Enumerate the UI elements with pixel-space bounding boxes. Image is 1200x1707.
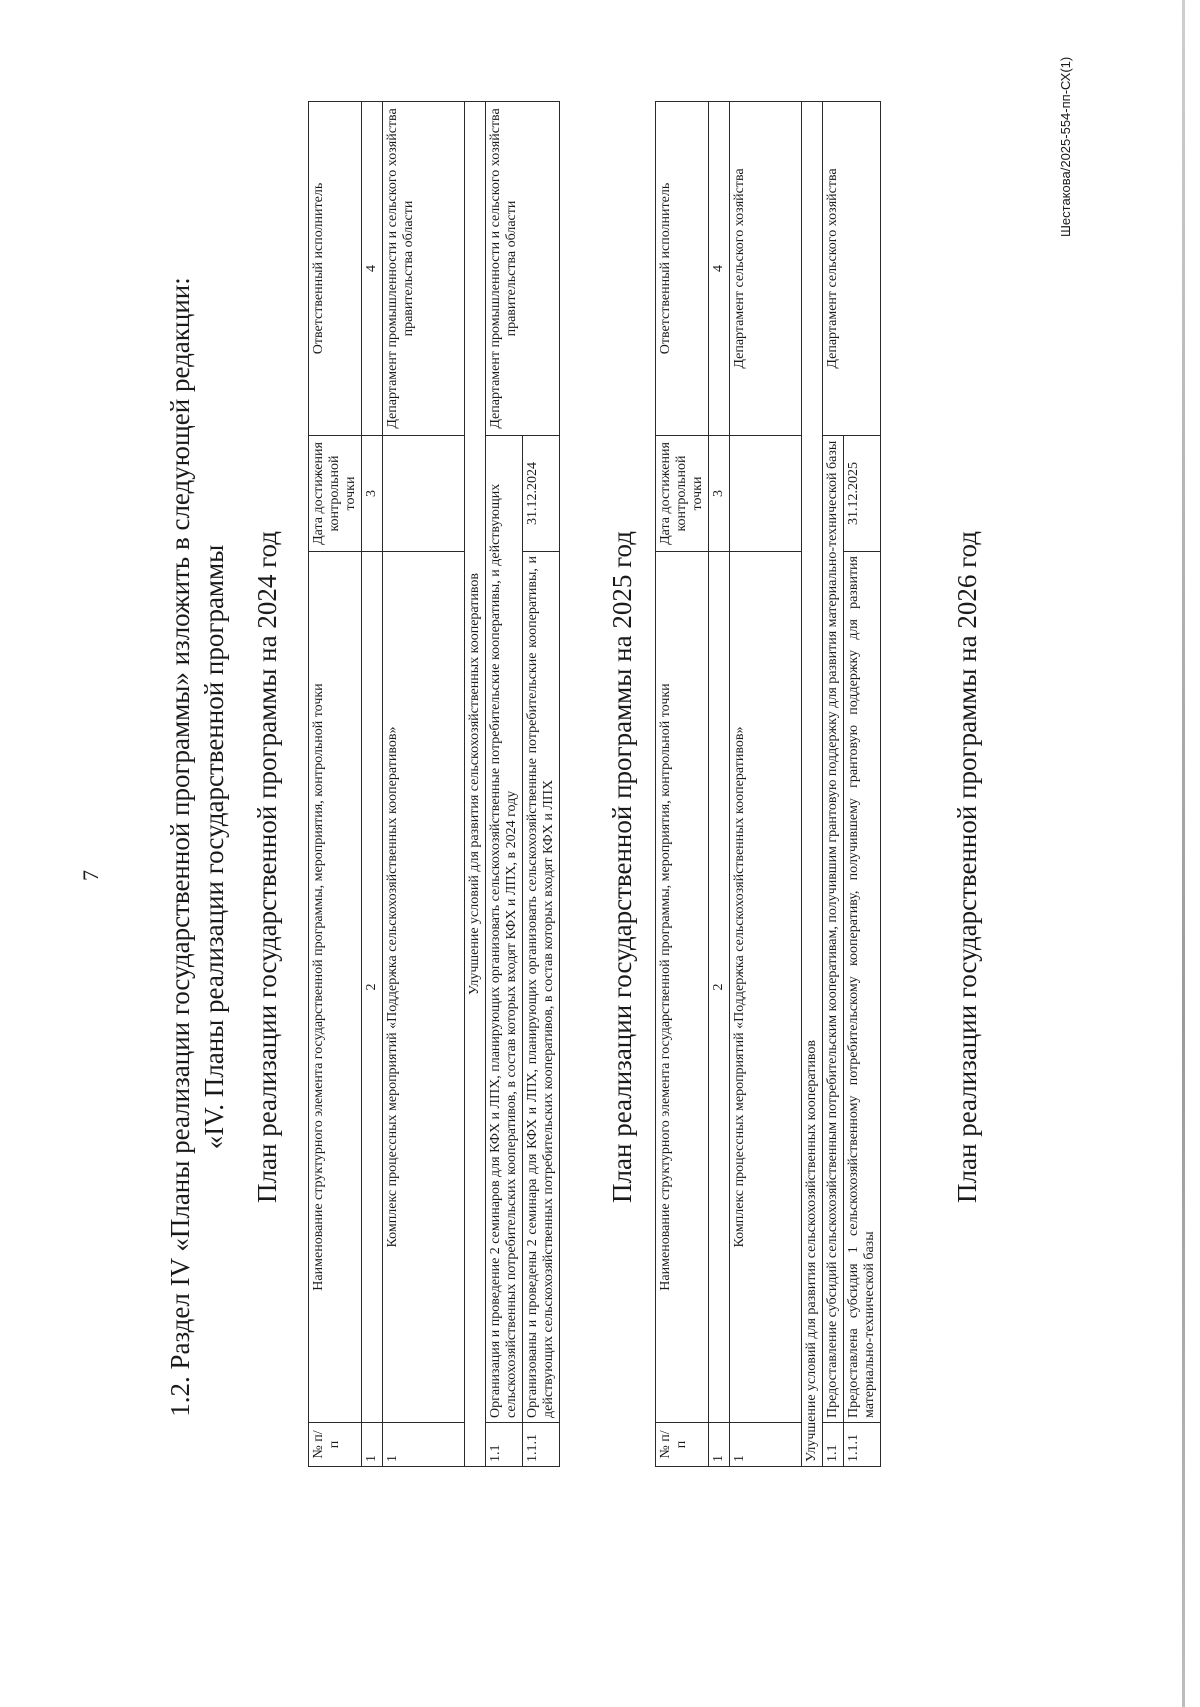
section-row	[465, 102, 486, 1467]
section-subheading: «IV. Планы реализации государственной программы	[199, 544, 229, 1150]
col-number: 1	[362, 1423, 383, 1467]
header-name: Наименование структурного элемента государственной программы, мероприятия, контрольной точки	[309, 552, 362, 1423]
plan-table-2024	[308, 101, 560, 1467]
header-date: Дата достижения контрольной точки	[309, 436, 362, 552]
page-number: 7	[78, 870, 103, 881]
scan-edge-divider	[1182, 0, 1185, 1707]
table-row	[383, 102, 465, 1467]
row-responsible: Департамент сельского хозяйства	[730, 102, 802, 436]
column-number-row	[709, 102, 730, 1467]
row-num: 1.1	[823, 1423, 844, 1467]
row-date	[383, 436, 465, 552]
document-code: Шестакова/2025-554-пп-СХ(1)	[1058, 56, 1073, 237]
row-num: 1.1.1	[844, 1423, 881, 1467]
table-header-row	[309, 102, 362, 1467]
row-num: 1.1.1	[523, 1423, 560, 1467]
row-num: 1	[383, 1423, 465, 1467]
row-date	[730, 436, 802, 552]
col-number: 2	[709, 552, 730, 1423]
row-responsible: Департамент промышленности и сельского хозяйства правительства области	[486, 102, 560, 436]
row-responsible: Департамент промышленности и сельского хозяйства правительства области	[383, 102, 465, 436]
section-title: Улучшение условий для развития сельскохозяйственных кооперативов	[465, 102, 486, 1467]
table-header-row	[656, 102, 709, 1467]
row-date: 31.12.2025	[844, 436, 881, 552]
column-number-row	[362, 102, 383, 1467]
row-name: Комплекс процессных мероприятий «Поддержка сельскохозяйственных кооперативов»	[730, 552, 802, 1423]
table-row	[730, 102, 802, 1467]
header-name: Наименование структурного элемента государственной программы, мероприятия, контрольной точки	[656, 552, 709, 1423]
col-number: 3	[709, 436, 730, 552]
col-number: 4	[709, 102, 730, 436]
section-row	[802, 102, 823, 1467]
header-responsible: Ответственный исполнитель	[656, 102, 709, 436]
header-date: Дата достижения контрольной точки	[656, 436, 709, 552]
plan-title-2025: План реализации государственной программы на 2025 год	[607, 531, 637, 1203]
plan-title-2026: План реализации государственной программы на 2026 год	[952, 531, 982, 1203]
section-heading: 1.2. Раздел IV «Планы реализации государственной программы» изложить в следующей редакции:	[165, 277, 195, 1417]
header-responsible: Ответственный исполнитель	[309, 102, 362, 436]
row-responsible: Департамент сельского хозяйства	[823, 102, 881, 436]
row-num: 1.1	[486, 1423, 523, 1467]
row-name: Предоставление субсидий сельскохозяйственным потребительским кооперативам, получившим грантовую поддержку для развития материально-технической базы	[823, 436, 844, 1423]
row-name: Комплекс процессных мероприятий «Поддержка сельскохозяйственных кооперативов»	[383, 552, 465, 1423]
col-number: 2	[362, 552, 383, 1423]
plan-title-2024: План реализации государственной программы на 2024 год	[252, 531, 282, 1203]
col-number: 3	[362, 436, 383, 552]
col-number: 4	[362, 102, 383, 436]
col-number: 1	[709, 1423, 730, 1467]
header-num: № п/п	[656, 1423, 709, 1467]
row-date: 31.12.2024	[523, 436, 560, 552]
row-name: Организованы и проведены 2 семинара для КФХ и ЛПХ, планирующих организовать сельскохозяйственные потребительские кооперативы, и действующих сельскохозяйственных потребительских кооперативов, в состав которых входят КФХ и ЛПХ	[523, 552, 560, 1423]
plan-table-2025	[655, 101, 881, 1467]
header-num: № п/п	[309, 1423, 362, 1467]
row-name: Предоставлена субсидия 1 сельскохозяйственному потребительскому кооперативу, получившему грантовую поддержку для развития материально-технической базы	[844, 552, 881, 1423]
row-num: 1	[730, 1423, 802, 1467]
row-name: Организация и проведение 2 семинаров для КФХ и ЛПХ, планирующих организовать сельскохозяйственные потребительские кооперативы, и действующих сельскохозяйственных потребительских кооперативов, в состав которых входят КФХ и ЛПХ, в 2024 году	[486, 436, 523, 1423]
section-title: Улучшение условий для развития сельскохозяйственных кооперативов	[802, 102, 823, 1467]
table-row	[823, 102, 844, 1467]
table-row	[486, 102, 523, 1467]
